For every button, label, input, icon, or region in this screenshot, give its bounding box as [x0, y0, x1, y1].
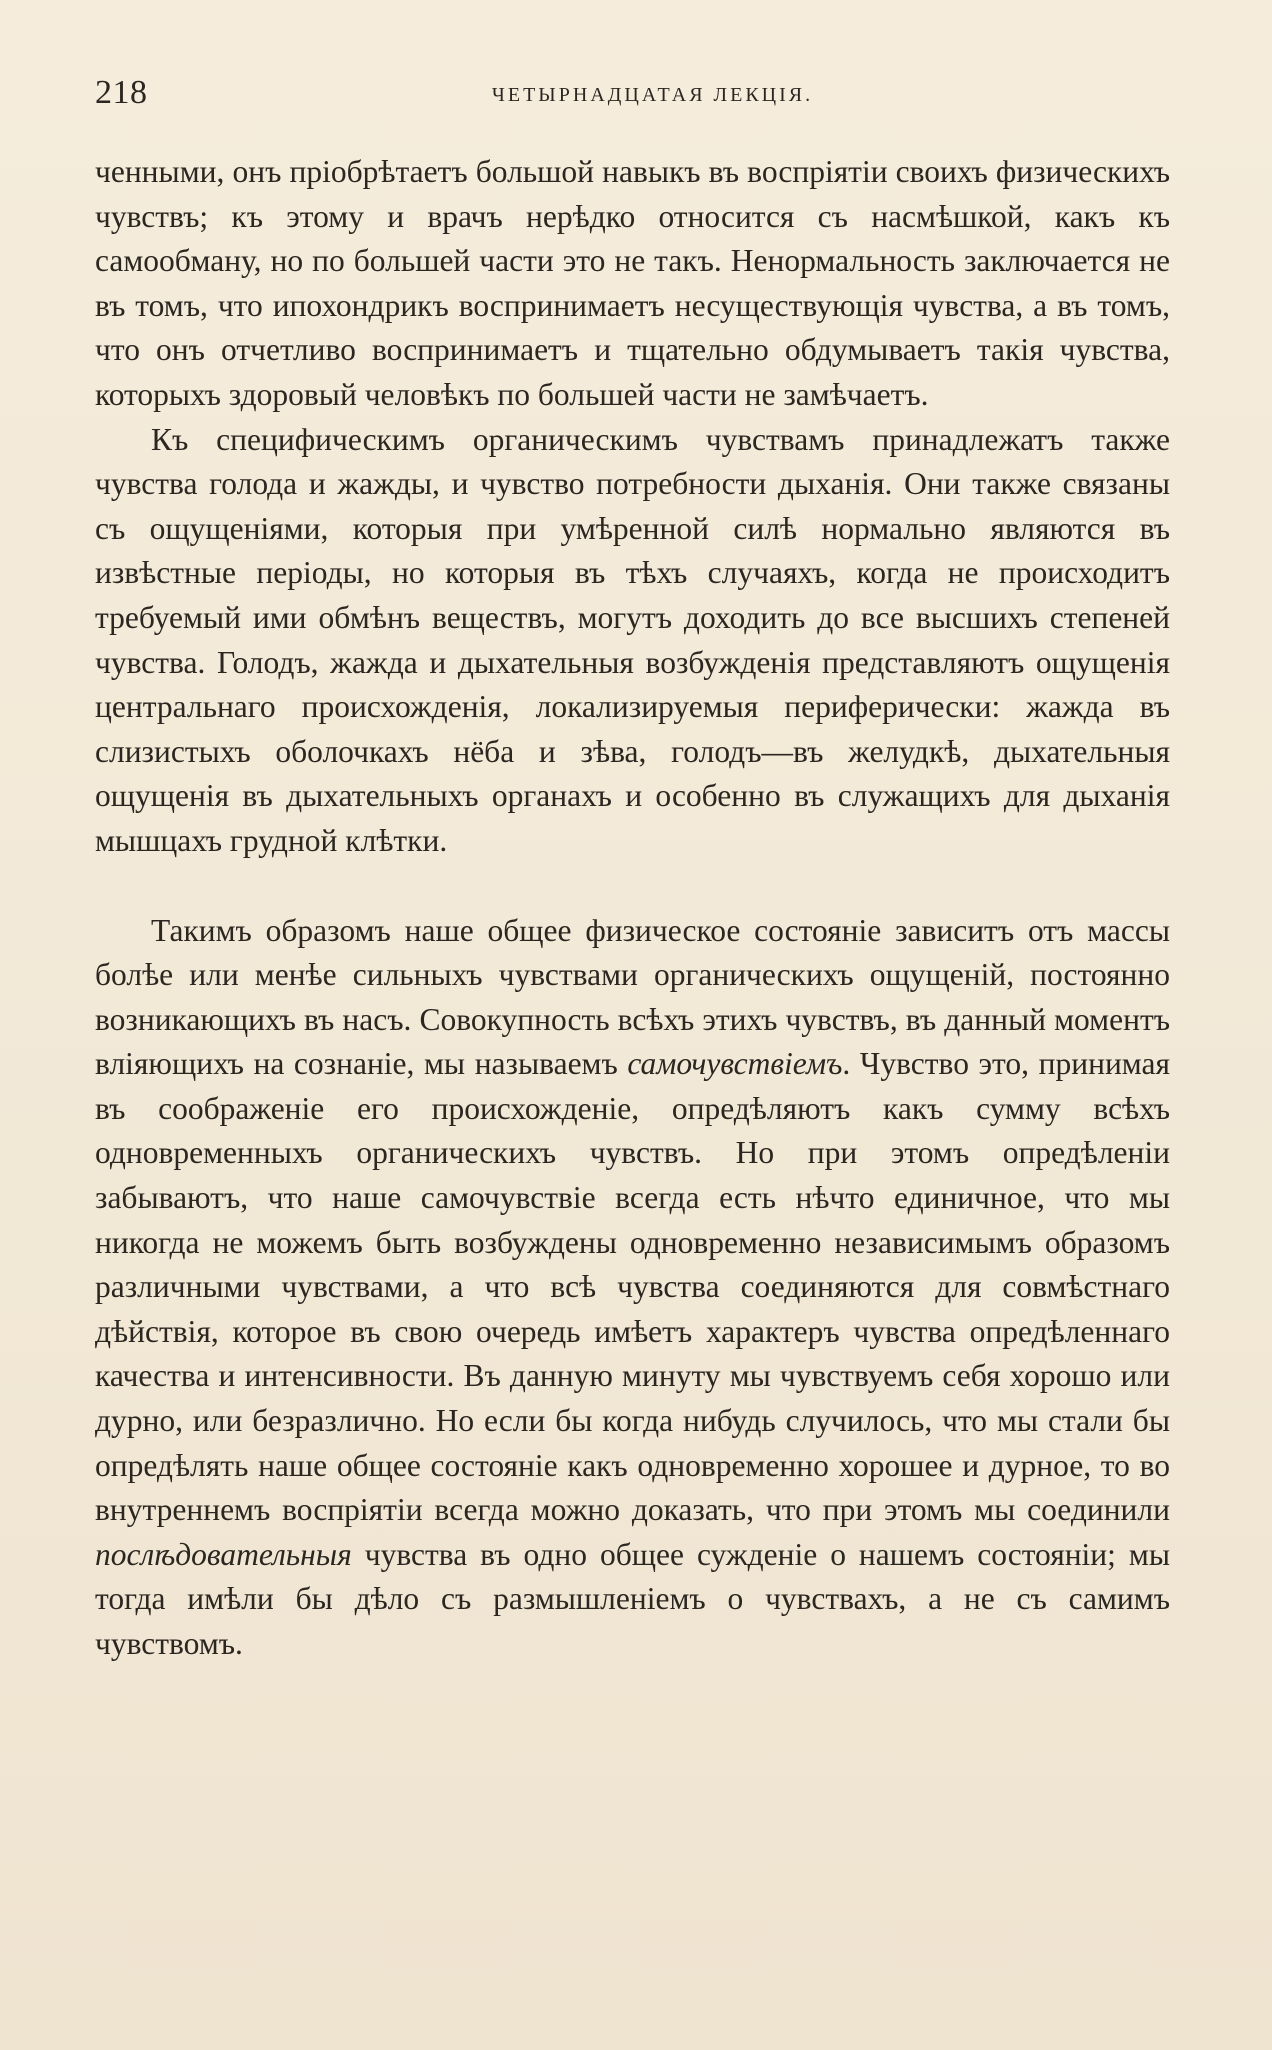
paragraph-text-part: . Чувство это, принимая въ соображеніе его происхожденіе, опредѣляютъ какъ сумму всѣхъ одновременныхъ органическихъ чувствъ. Но при этомъ опредѣленіи забываютъ, что наше самочувствіе всегда есть нѣчто единичное, что мы никогда не можемъ быть возбуждены одновременно независимымъ образомъ различными чувствами, а что всѣ чувства соединяются для совмѣстнаго дѣйствія, которое въ свою очередь имѣетъ характеръ чувства опредѣленнаго качества и интенсивности. Въ данную минуту мы чувствуемъ себя хорошо или дурно, или безразлично. Но если бы когда нибудь случилось, что мы стали бы опредѣлять наше общее состояніе какъ одновременно хорошее и дурное, то во внутреннемъ воспріятіи всегда можно доказать, что при этомъ мы соединили	[95, 1046, 1170, 1528]
emphasis-term: самочувствіемъ	[627, 1046, 843, 1082]
page-number: 218	[95, 74, 148, 111]
chapter-title: ЧЕТЫРНАДЦАТАЯ ЛЕКЦІЯ.	[491, 84, 814, 106]
body-text	[95, 150, 1170, 1667]
running-head	[95, 70, 1170, 120]
paragraph-organic-senses: Къ специфическимъ органическимъ чувствамъ принадлежатъ также чувства голода и жажды, и чувство потребности дыханія. Они также связаны съ ощущеніями, которыя при умѣренной силѣ нормально являются въ извѣстные періоды, но которыя въ тѣхъ случаяхъ, когда не происходитъ требуемый ими обмѣнъ веществъ, могутъ доходить до все высшихъ степеней чувства. Голодъ, жажда и дыхательныя возбужденія представляютъ ощущенія центральнаго происхожденія, локализируемыя периферически: жажда въ слизистыхъ оболочкахъ нёба и зѣва, голодъ—въ желудкѣ, дыхательныя ощущенія въ дыхательныхъ органахъ и особенно въ служащихъ для дыханія мышцахъ грудной клѣтки.	[95, 421, 1170, 858]
paragraph-continued: ченными, онъ пріобрѣтаетъ большой навыкъ въ воспріятіи своихъ физическихъ чувствъ; къ этому и врачъ нерѣдко относится съ насмѣшкой, какъ къ самообману, но по большей части это не такъ. Ненормальность заключается не въ томъ, что ипохондрикъ воспринимаетъ несуществующія чувства, а въ томъ, что онъ отчетливо воспринимаетъ и тщательно обдумываетъ такія чувства, которыхъ здоровый человѣкъ по большей части не замѣчаетъ.	[95, 154, 1170, 412]
paragraph-text-part: чувства въ одно общее сужденіе о нашемъ состояніи; мы тогда имѣли бы дѣло съ размышленіемъ о чувствахъ, а не съ самимъ чувствомъ.	[95, 1536, 1170, 1661]
paragraph-text-part: Такимъ образомъ наше общее физическое состояніе зависитъ отъ массы болѣе или менѣе сильныхъ чувствами органическихъ ощущеній, постоянно возникающихъ въ насъ. Совокупность всѣхъ этихъ чувствъ, въ данный моментъ вліяющихъ на сознаніе, мы называемъ	[95, 912, 1170, 1082]
emphasis-term: послѣдовательныя	[95, 1536, 352, 1572]
section-gap	[95, 864, 1170, 909]
paragraph-self-feeling	[95, 909, 1170, 1667]
